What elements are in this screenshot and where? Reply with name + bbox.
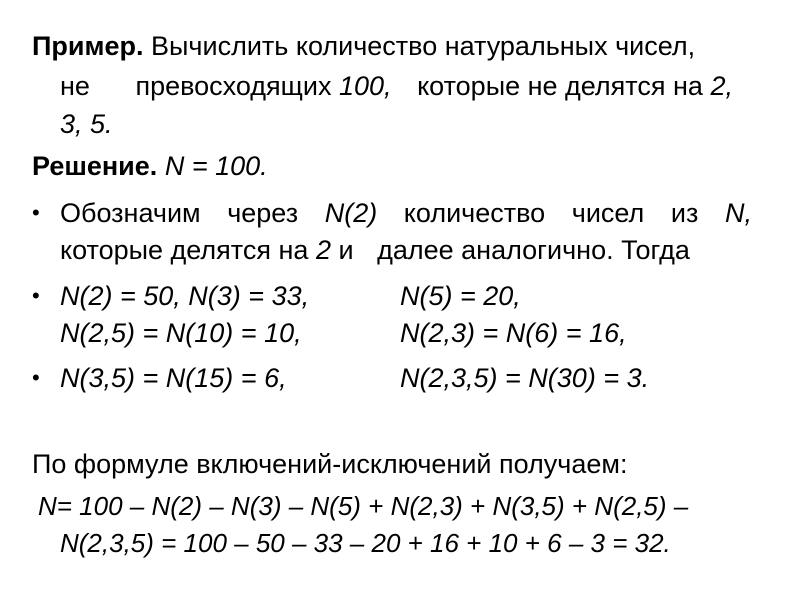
example-line-3: 3, 5. <box>60 109 113 139</box>
example-text-1: Вычислить количество натуральных чисел, <box>151 31 696 61</box>
bullet1-word: количество <box>403 198 546 228</box>
bullet1-word: из <box>670 198 699 228</box>
example-word-ne: не <box>60 71 90 101</box>
example-num-100: 100, <box>338 71 392 101</box>
example-line-2 <box>60 70 733 102</box>
formula-intro: По формуле включений-исключений получаем: <box>32 449 628 479</box>
bullet2-c: N(2,5) = N(10) = 10, <box>60 318 302 348</box>
bullet1-num-2: 2 <box>315 235 331 265</box>
example-num-2: 2, <box>710 71 733 101</box>
example-label: Пример. <box>32 31 144 61</box>
bullet-dot-1: • <box>32 200 40 225</box>
example-word-prev: превосходящих <box>135 71 332 101</box>
bullet1-n2: N(2) <box>324 198 378 228</box>
bullet1-text-2: далее аналогично. Тогда <box>377 235 690 265</box>
solution-line <box>32 150 268 182</box>
bullet-dot-2: • <box>32 283 40 308</box>
bullet1-word-i: и <box>338 235 354 265</box>
solution-value: N = 100. <box>164 151 268 181</box>
bullet3-b: N(2,3,5) = N(30) = 3. <box>400 363 650 393</box>
bullet1-word: через <box>227 198 299 228</box>
bullet1-word: Обозначим <box>60 198 201 228</box>
formula-line-1: N= 100 – N(2) – N(3) – N(5) + N(2,3) + N(3,5) + N(2,5) – <box>38 491 689 521</box>
bullet1-line-1 <box>60 197 752 229</box>
bullet2-b: N(5) = 20, <box>400 281 521 311</box>
bullet1-text: которые делятся на <box>60 235 309 265</box>
bullet1-word: чисел <box>571 198 645 228</box>
solution-label: Решение. <box>32 151 158 181</box>
bullet2-a: N(2) = 50, N(3) = 33, <box>60 281 310 311</box>
formula-line-2: N(2,3,5) = 100 – 50 – 33 – 20 + 16 + 10 + 6 – 3 = 32. <box>60 528 671 558</box>
bullet-dot-3: • <box>32 365 40 390</box>
bullet2-d: N(2,3) = N(6) = 16, <box>400 318 627 348</box>
example-text-2: которые не делятся на <box>417 71 703 101</box>
example-line-1 <box>32 30 695 62</box>
bullet3-a: N(3,5) = N(15) = 6, <box>60 363 287 393</box>
bullet1-line-2 <box>60 234 690 266</box>
bullet1-n: N, <box>724 198 752 228</box>
